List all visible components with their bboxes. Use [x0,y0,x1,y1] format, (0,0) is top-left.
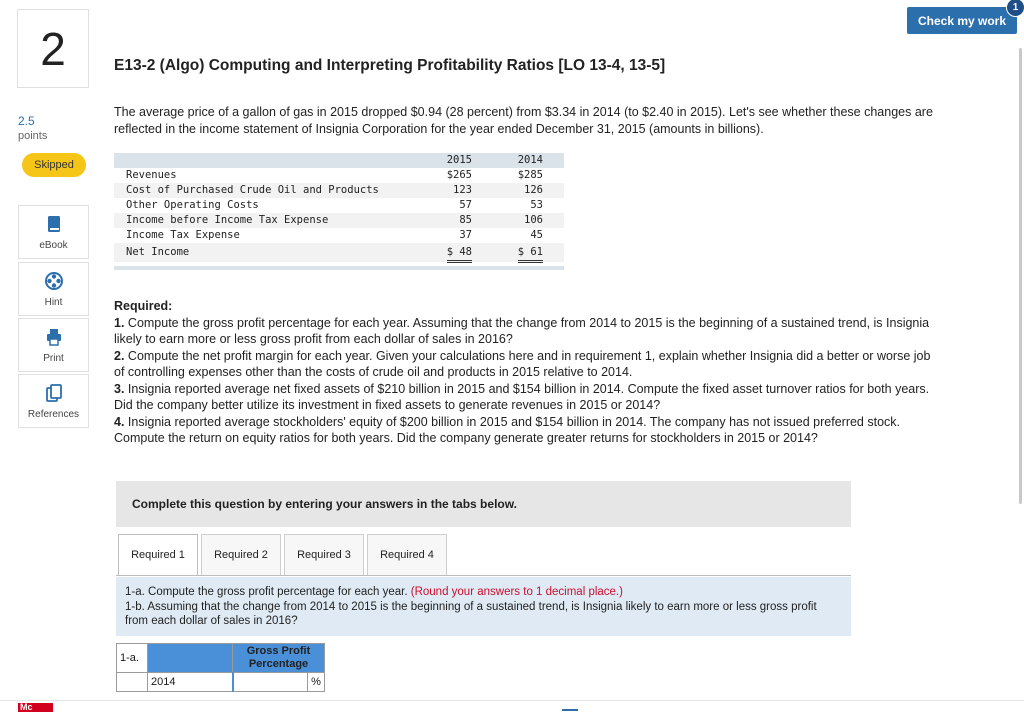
instruction-1b: 1-b. Assuming that the change from 2014 to 2015 is the beginning of a sustained trend, is Insignia likely to earn more or less gross profit from each dollar of sales in 2016? [125,600,817,627]
complete-instructions-text: Complete this question by entering your answers in the tabs below. [132,497,517,511]
gross-profit-2014-input[interactable] [234,676,308,688]
required-heading: Required: [114,299,173,313]
statement-row [114,243,564,262]
statement-value-2015: $265 [446,169,472,181]
statement-row-label: Income before Income Tax Expense [126,214,329,226]
required-item [114,315,934,348]
references-button[interactable] [18,374,89,428]
gross-profit-answer-table [116,643,325,692]
references-icon [44,383,64,403]
required-item-number: 1. [114,315,125,330]
required-item [114,381,934,414]
attempt-count-badge: 1 [1006,0,1024,17]
year-label-2014: 2014 [148,673,233,692]
complete-instructions-bar [116,481,851,527]
points-label: points [18,130,48,142]
requirement-tabs [118,534,447,575]
tab-divider [116,575,851,576]
statement-value-2015: 57 [459,198,472,214]
required-section [114,298,934,447]
statement-value-2014: 126 [524,184,543,196]
question-intro: The average price of a gallon of gas in 2015 dropped $0.94 (28 percent) from $3.34 in 2014 (to $2.40 in 2015). Let's see whether these changes are reflected in the income statement of Insignia Corporation for the year ended December 31, 2015 (amounts in billions). [114,105,933,136]
required-item-text: Insignia reported average stockholders' equity of $200 billion in 2015 and $154 billion in 2014. The company has not issued preferred stock. Compute the return on equity ratios for both years. Did the company generate greater returns for stockholders in 2015 or 2014? [114,414,901,445]
required-item-text: Insignia reported average net fixed assets of $210 billion in 2015 and $154 billion in 2014. Compute the fixed asset turnover ratios for both years. Did the company better utilize its investment in fixed assets to generate revenues in 2015 or 2014? [114,381,930,412]
statement-row [114,228,564,243]
statement-row-label: Other Operating Costs [126,199,259,211]
rounding-note: (Round your answers to 1 decimal place.) [410,586,623,598]
footer-divider [0,700,1024,701]
row-blank-cell [117,673,148,692]
statement-row [114,213,564,228]
statement-row-label: Revenues [126,169,177,181]
gross-profit-2014-cell [233,673,308,692]
statement-value-2015: $ 48 [447,245,472,263]
required-item-text: Compute the gross profit percentage for each year. Assuming that the change from 2014 to 2015 is the beginning of a sustained trend, is Insignia likely to earn more or less gross profit from each dollar of sales in 2016? [114,315,930,346]
statement-col-2015: 2015 [446,154,472,166]
hint-button[interactable] [18,262,89,316]
check-my-work-button[interactable]: Check my work [907,7,1017,34]
percent-unit: % [308,673,325,692]
skipped-badge: Skipped [22,153,86,177]
references-label: References [27,408,80,420]
footer-nav-indicator[interactable] [562,709,578,711]
statement-row-label: Income Tax Expense [126,229,240,241]
statement-value-2014: 106 [524,214,543,226]
required-item-number: 2. [114,348,125,363]
statement-value-2014: $ 61 [518,245,543,263]
statement-value-2014: $285 [517,169,543,181]
statement-row [114,198,564,213]
instruction-1a: 1-a. Compute the gross profit percentage for each year. [125,586,411,598]
required-item-number: 3. [114,381,125,396]
tab-required-4[interactable]: Required 4 [367,534,447,575]
statement-value-2014: 45 [530,228,543,244]
statement-value-2015: 123 [453,184,472,196]
statement-row [114,183,564,198]
statement-footer-bar [114,266,564,270]
print-icon [44,327,64,347]
gross-profit-percentage-header: Gross Profit Percentage [233,644,325,673]
page-scrollbar[interactable] [1019,48,1022,504]
part-label: 1-a. [117,644,148,673]
required-item-text: Compute the net profit margin for each year. Given your calculations here and in requirement 1, explain whether Insignia did a better or worse job of controlling expenses other than the costs of crude oil and products in 2015 relative to 2014. [114,348,931,379]
mcgraw-hill-logo: Mc [18,703,53,712]
ebook-label: eBook [39,239,68,251]
income-statement [114,153,564,270]
hint-icon [44,271,64,291]
ebook-icon [44,214,64,234]
statement-col-2014: 2014 [517,154,543,166]
hint-label: Hint [44,296,63,308]
tab-required-2[interactable]: Required 2 [201,534,281,575]
tab-required-3[interactable]: Required 3 [284,534,364,575]
statement-value-2015: 85 [459,214,472,226]
statement-header [114,153,564,168]
tab-instructions [116,577,851,636]
header-blank-cell [148,644,233,673]
points-value: 2.5 [18,114,35,128]
question-number: 2 [17,9,89,88]
print-button[interactable] [18,318,89,372]
statement-value-2014: 53 [530,198,543,214]
ebook-button[interactable] [18,205,89,259]
print-label: Print [43,352,64,364]
question-title: E13-2 (Algo) Computing and Interpreting Profitability Ratios [LO 13-4, 13-5] [114,57,666,74]
required-item [114,414,934,447]
required-item-number: 4. [114,414,125,429]
statement-row [114,168,564,183]
required-item [114,348,934,381]
statement-row-label: Net Income [126,246,190,258]
tab-required-1[interactable]: Required 1 [118,534,198,575]
statement-row-label: Cost of Purchased Crude Oil and Products [126,184,379,196]
statement-value-2015: 37 [459,228,472,244]
